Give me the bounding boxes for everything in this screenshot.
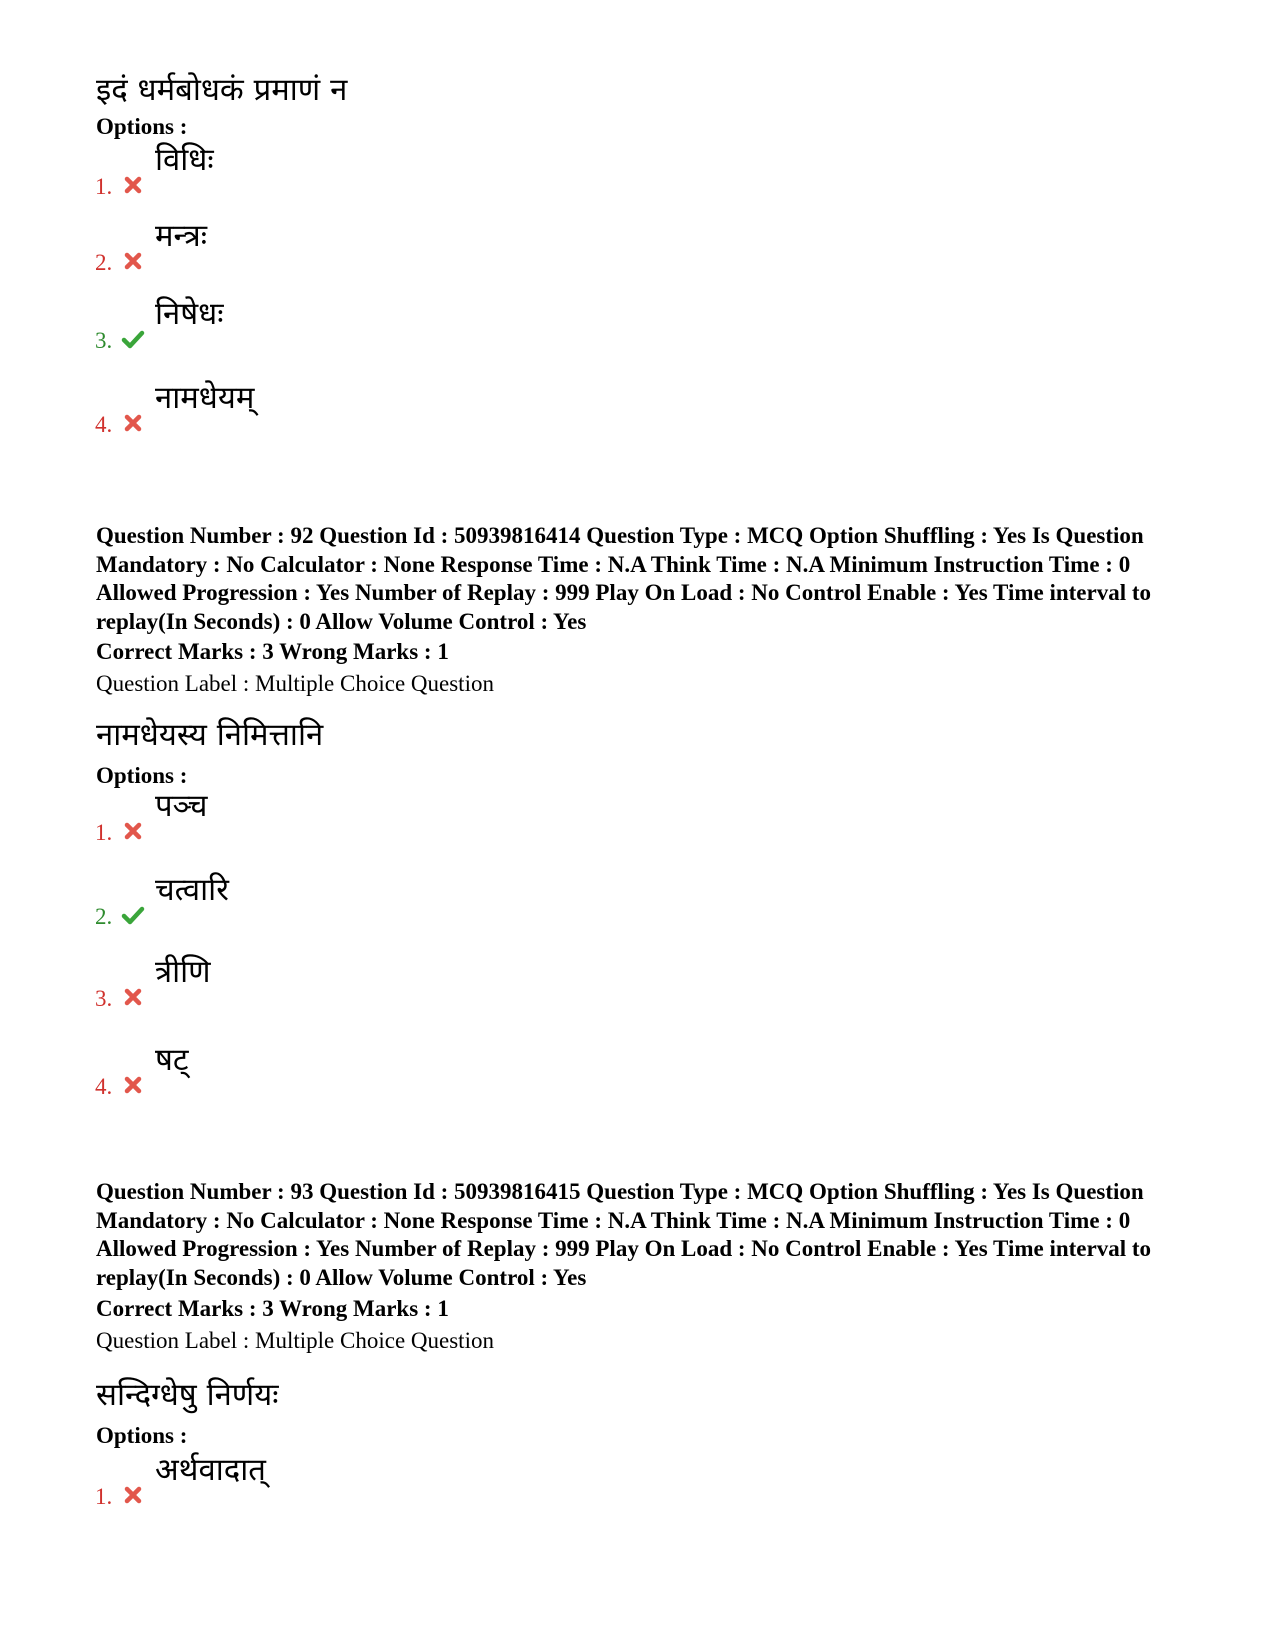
question-text: नामधेयस्य निमित्तानि: [96, 717, 324, 753]
cross-icon: [121, 1073, 145, 1097]
option-text: षट्: [155, 1042, 189, 1078]
option-number: 2.: [95, 904, 113, 929]
question-meta: Question Number : 93 Question Id : 50939816415 Question Type : MCQ Option Shuffling : Yes Is Question Mandatory : No Calculator : None Response Time : N.A Think Time : N.A Minimum Instruction Time : 0 Allowed Progression : Yes Number of Replay : 999 Play On Load : No Control Enable : Yes Time interval to replay(In Seconds) : 0 Allow Volume Control : Yes: [96, 1179, 1152, 1290]
question-marks: Correct Marks : 3 Wrong Marks : 1: [96, 1296, 449, 1321]
option-number: 1.: [95, 1484, 113, 1509]
options-heading: Options :: [96, 114, 188, 139]
cross-icon: [121, 819, 145, 843]
cross-icon: [121, 1483, 145, 1507]
option-text: नामधेयम्: [155, 380, 255, 416]
option-item: [95, 294, 695, 354]
option-item: [95, 1450, 695, 1510]
option-number: 3.: [95, 986, 113, 1011]
cross-icon: [121, 411, 145, 435]
option-item: [95, 378, 695, 438]
question-text: इदं धर्मबोधकं प्रमाणं न: [96, 72, 348, 108]
question-meta: Question Number : 92 Question Id : 50939816414 Question Type : MCQ Option Shuffling : Yes Is Question Mandatory : No Calculator : None Response Time : N.A Think Time : N.A Minimum Instruction Time : 0 Allowed Progression : Yes Number of Replay : 999 Play On Load : No Control Enable : Yes Time interval to replay(In Seconds) : 0 Allow Volume Control : Yes: [96, 523, 1152, 634]
option-text: मन्त्रः: [155, 218, 207, 254]
cross-icon: [121, 173, 145, 197]
option-text: विधिः: [155, 142, 214, 178]
check-icon: [121, 327, 145, 351]
option-number: 2.: [95, 250, 113, 275]
question-marks: Correct Marks : 3 Wrong Marks : 1: [96, 639, 449, 664]
option-item: [95, 140, 695, 200]
option-number: 4.: [95, 1074, 113, 1099]
option-item: [95, 952, 695, 1012]
option-item: [95, 1040, 695, 1100]
option-item: [95, 216, 695, 276]
option-item: [95, 870, 695, 930]
check-icon: [121, 903, 145, 927]
question-label: Question Label : Multiple Choice Question: [96, 1328, 494, 1353]
option-number: 4.: [95, 412, 113, 437]
option-text: त्रीणि: [155, 954, 211, 990]
option-text: अर्थवादात्: [155, 1452, 266, 1488]
option-item: [95, 786, 695, 846]
option-number: 1.: [95, 820, 113, 845]
option-text: निषेधः: [155, 296, 224, 332]
cross-icon: [121, 249, 145, 273]
option-text: चत्वारि: [155, 872, 229, 908]
question-label: Question Label : Multiple Choice Question: [96, 671, 494, 696]
option-number: 1.: [95, 174, 113, 199]
option-number: 3.: [95, 328, 113, 353]
cross-icon: [121, 985, 145, 1009]
question-text: सन्दिग्धेषु निर्णयः: [96, 1377, 279, 1413]
options-heading: Options :: [96, 763, 188, 788]
options-heading: Options :: [96, 1423, 188, 1448]
option-text: पञ्च: [155, 788, 208, 824]
